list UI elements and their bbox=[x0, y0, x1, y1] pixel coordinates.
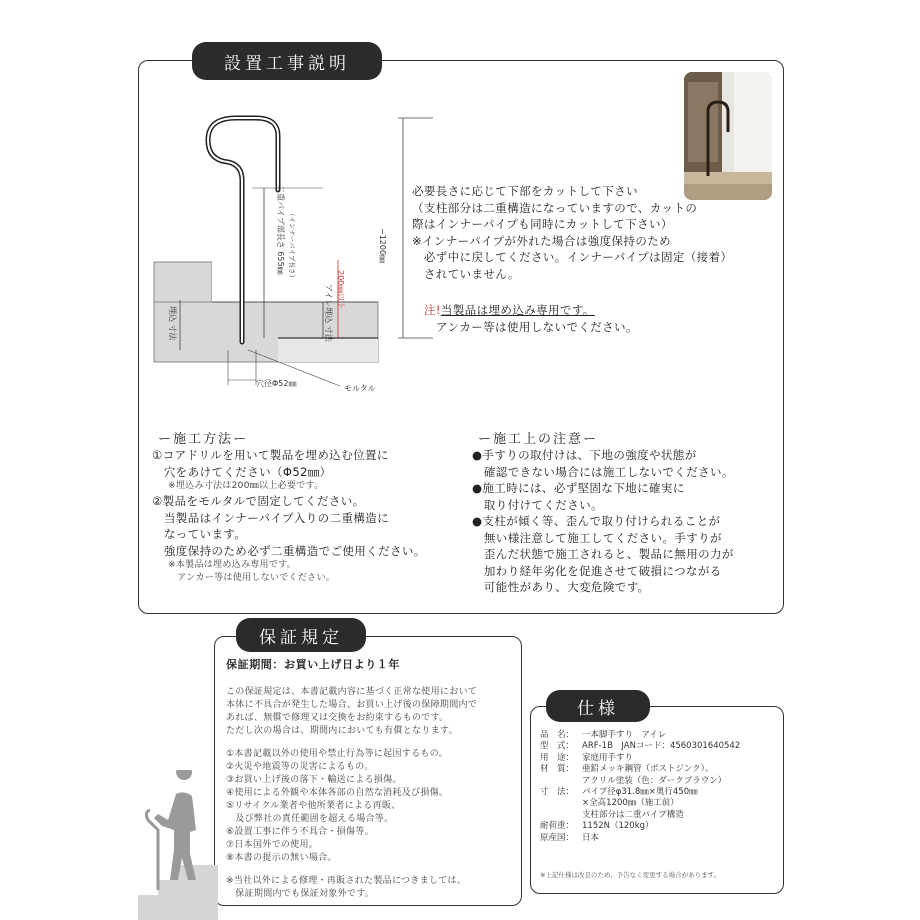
caution-item: 加わり経年劣化を促進させて破損につながる bbox=[472, 563, 722, 578]
spec-key: 材 質： bbox=[540, 764, 575, 775]
method-line: ①コアドリルを用いて製品を埋め込む位置に bbox=[152, 448, 389, 462]
caution-item: ●支柱が傾く等、歪んで取り付けられることが bbox=[472, 514, 721, 528]
method-note: ※本製品は埋め込み専用です。 bbox=[168, 560, 297, 570]
warranty-item: ②火災や地震等の災害によるもの。 bbox=[226, 762, 374, 772]
caution-item: 歪んだ状態で施工されると、製品に無用の力が bbox=[472, 547, 734, 561]
spec-row bbox=[540, 810, 740, 821]
cut-note-line: されていません。 bbox=[412, 266, 520, 281]
upper-step bbox=[154, 262, 212, 302]
spec-key bbox=[540, 776, 582, 787]
hole-label: 穴径Φ52㎜ bbox=[256, 379, 297, 388]
warranty-item: ④使用による外観や本体各部の自然な消耗及び損傷。 bbox=[226, 788, 449, 798]
spec-row bbox=[540, 787, 740, 798]
warranty-item: ⑥設置工事に伴う不具合・損傷等。 bbox=[226, 827, 374, 837]
method-line: ②製品をモルタルで固定してください。 bbox=[152, 494, 365, 508]
warranty-item: ①本書記載以外の使用や禁止行為等に起因するもの。 bbox=[226, 749, 448, 759]
spec-row bbox=[540, 833, 740, 844]
spec-row bbox=[540, 776, 740, 787]
spec-value: 亜鉛メッキ鋼管（ボストジンク）、 bbox=[582, 764, 714, 775]
caution-item: 無い様注意して施工してください。手すりが bbox=[472, 530, 722, 545]
mortar-label: モルタル bbox=[344, 384, 376, 393]
caution-line: 当製品は埋め込み専用です。 bbox=[440, 303, 595, 317]
method-line: 強度保持のため必ず二重構造でご使用ください。 bbox=[152, 543, 426, 558]
spec-value: 一本脚手すり アイレ bbox=[582, 730, 667, 740]
spec-key: 型 式： bbox=[540, 741, 575, 752]
caution-item: ●手すりの取付けは、下地の強度や状態が bbox=[472, 448, 697, 462]
dim-total-height: −1200㎜ bbox=[378, 228, 387, 264]
dim-side-sub: 200㎜以上 bbox=[336, 270, 345, 310]
warranty-intro: 本体に不具合が発生した場合、お買い上げ後の保障期間内で bbox=[226, 700, 478, 710]
method-title: ー施工方法ー bbox=[158, 432, 249, 447]
warranty-item: ⑦日本国外での使用。 bbox=[226, 840, 319, 850]
cut-note-line: （支柱部分は二重構造になっていますので、カットの bbox=[412, 200, 698, 215]
caution-title: ー施工上の注意ー bbox=[478, 432, 599, 447]
method-steps bbox=[152, 447, 426, 585]
warranty-body bbox=[226, 656, 477, 901]
method-line: なっています。 bbox=[152, 527, 247, 541]
warranty-item: 及び弊社の責任範囲を超える場合等。 bbox=[226, 814, 394, 824]
warranty-intro: あれば、無償で修理又は交換をお約束するものです。 bbox=[226, 713, 449, 723]
person-silhouette bbox=[154, 770, 196, 880]
spec-key bbox=[540, 798, 582, 809]
installed-photo bbox=[684, 72, 772, 200]
warranty-intro: ただし次の場合は、期間内においても有償となります。 bbox=[226, 726, 458, 736]
spec-value: 支柱部分は二重パイプ構造 bbox=[582, 809, 684, 820]
spec-value: ARF-1B JANコード：4560301640542 bbox=[582, 741, 741, 752]
caution-line: アンカー等は使用しないでください。 bbox=[436, 319, 638, 334]
spec-title: 仕様 bbox=[546, 690, 650, 722]
caution-mark: 注! bbox=[424, 303, 441, 317]
spec-value: 家庭用手すり bbox=[582, 752, 634, 763]
method-line: 当製品はインナーパイプ入りの二重構造に bbox=[152, 510, 390, 525]
spec-key bbox=[540, 810, 582, 821]
spec-key: 原産国： bbox=[540, 832, 575, 843]
warranty-item: ⑤リサイクル業者や他所業者による再販、 bbox=[226, 801, 401, 811]
dim-ground-label: 埋込 寸法 bbox=[168, 306, 177, 341]
cut-note-line: 必要長さに応じて下部をカットして下さい bbox=[412, 184, 638, 198]
cut-note bbox=[412, 183, 732, 282]
spec-value: 1152N（120kg） bbox=[582, 821, 654, 832]
warranty-item: ⑧本書の提示の無い場合。 bbox=[226, 853, 337, 863]
warranty-footnote: 保証期間内でも保証対象外です。 bbox=[226, 889, 375, 899]
method-note: アンカー等は使用しないでください。 bbox=[168, 573, 336, 583]
spec-row bbox=[540, 798, 740, 809]
spec-note: ※上記仕様は改良のため、予告なく変更する場合があります。 bbox=[540, 871, 721, 879]
spec-key: 用 途： bbox=[540, 752, 575, 763]
warranty-intro: この保証規定は、本書記載内容に基づく正常な使用において bbox=[226, 687, 478, 697]
cut-note-line: 際はインナーパイプも同時にカットして下さい） bbox=[412, 217, 673, 231]
dim-side-label: アイレ埋込 寸法 bbox=[324, 284, 333, 342]
spec-row bbox=[540, 730, 740, 741]
spec-row bbox=[540, 741, 740, 752]
spec-row bbox=[540, 764, 740, 775]
photo-image bbox=[684, 72, 772, 200]
install-title: 設置工事説明 bbox=[192, 42, 382, 80]
person-on-stairs-illustration bbox=[138, 770, 218, 920]
spec-key: 寸 法： bbox=[540, 787, 575, 798]
method-line: 穴をあけてください（Φ52㎜） bbox=[152, 464, 332, 479]
warranty-period: 保証期間：お買い上げ日より１年 bbox=[226, 658, 400, 671]
warranty-footnote: ※当社以外による修理・再販された製品につきましては、 bbox=[226, 876, 467, 886]
spec-value: パイプ径φ31.8㎜×奥行450㎜ bbox=[582, 787, 698, 798]
spec-table bbox=[540, 730, 740, 844]
spec-key: 品 名： bbox=[540, 730, 575, 740]
spec-row bbox=[540, 821, 740, 832]
warranty-item: ③お買い上げ後の落下・輸送による損傷。 bbox=[226, 775, 402, 785]
caution-list bbox=[472, 447, 734, 596]
dim-upper-sub: （インナーパイプ長さ） bbox=[288, 210, 296, 281]
spec-value: アクリル塗装（色：ダークブラウン） bbox=[582, 775, 727, 786]
caution-item: 可能性があり、大変危険です。 bbox=[472, 580, 650, 594]
cut-note-line: ※インナーパイプが外れた場合は強度保持のため bbox=[412, 233, 672, 248]
method-note: ※埋込み寸法は200㎜以上必要です。 bbox=[168, 481, 324, 491]
dim-upper-length: 二重パイプ部長さ 655㎜ bbox=[276, 185, 285, 275]
spec-value: 日本 bbox=[582, 832, 600, 843]
warranty-title: 保証規定 bbox=[236, 618, 366, 652]
cut-note-line: 必ず中に戻してください。インナーパイプは固定（接着） bbox=[412, 250, 733, 264]
caution-item: 確認できない場合には施工しないでください。 bbox=[472, 464, 734, 479]
spec-value: ×全高1200㎜（施工前） bbox=[582, 798, 679, 809]
embed-caution bbox=[424, 302, 638, 335]
caution-item: ●施工時には、必ず堅固な下地に確実に bbox=[472, 481, 685, 495]
caution-item: 取り付けてください。 bbox=[472, 497, 603, 512]
spec-row bbox=[540, 753, 740, 764]
spec-key: 耐荷重： bbox=[540, 821, 575, 832]
